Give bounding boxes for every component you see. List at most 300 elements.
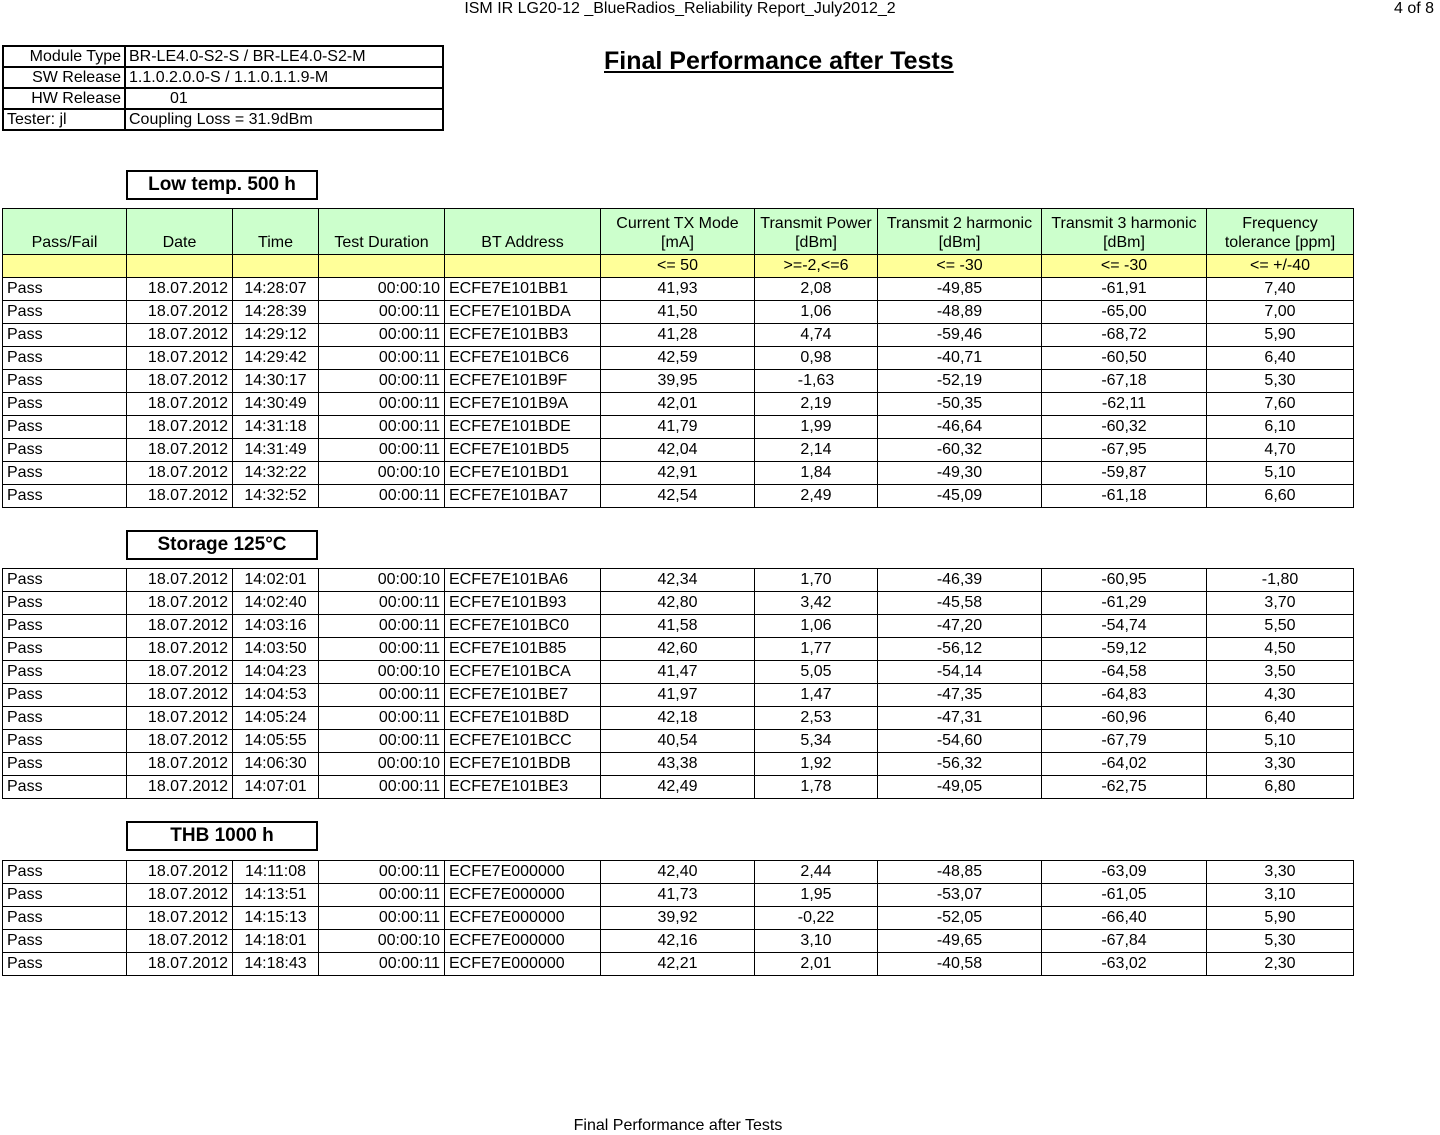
transmit-power-cell: 1,06: [755, 301, 878, 324]
current-tx-cell: 41,47: [601, 661, 755, 684]
pass-fail-cell: Pass: [3, 753, 127, 776]
hw-release-value: 01: [125, 88, 443, 109]
current-tx-cell: 42,91: [601, 462, 755, 485]
harmonic-3-cell: -67,95: [1042, 439, 1207, 462]
transmit-power-cell: -0,22: [755, 907, 878, 930]
bt-address-cell: ECFE7E101BC0: [445, 615, 601, 638]
col-header-test-duration: Test Duration: [319, 209, 445, 255]
harmonic-2-cell: -47,35: [878, 684, 1042, 707]
time-cell: 14:11:08: [233, 861, 319, 884]
pass-fail-cell: Pass: [3, 907, 127, 930]
current-tx-cell: 39,95: [601, 370, 755, 393]
date-cell: 18.07.2012: [127, 347, 233, 370]
tester-row: [3, 109, 443, 130]
test-duration-cell: 00:00:11: [319, 861, 445, 884]
time-cell: 14:04:23: [233, 661, 319, 684]
time-cell: 14:04:53: [233, 684, 319, 707]
freq-tolerance-cell: 3,70: [1207, 592, 1354, 615]
bt-address-cell: ECFE7E000000: [445, 907, 601, 930]
harmonic-3-cell: -60,50: [1042, 347, 1207, 370]
transmit-power-cell: 1,77: [755, 638, 878, 661]
freq-tolerance-cell: 5,50: [1207, 615, 1354, 638]
bt-address-cell: ECFE7E000000: [445, 930, 601, 953]
pass-fail-cell: Pass: [3, 301, 127, 324]
freq-tolerance-cell: -1,80: [1207, 569, 1354, 592]
bt-address-cell: ECFE7E101BA7: [445, 485, 601, 508]
harmonic-2-cell: -56,32: [878, 753, 1042, 776]
bt-address-cell: ECFE7E101BA6: [445, 569, 601, 592]
table-row: [3, 324, 1354, 347]
test-duration-cell: 00:00:10: [319, 753, 445, 776]
test-duration-cell: 00:00:11: [319, 684, 445, 707]
col-header-date: Date: [127, 209, 233, 255]
page-footer: Final Performance after Tests: [573, 1117, 783, 1134]
time-cell: 14:15:13: [233, 907, 319, 930]
harmonic-3-cell: -62,11: [1042, 393, 1207, 416]
bt-address-cell: ECFE7E101BD1: [445, 462, 601, 485]
harmonic-2-cell: -50,35: [878, 393, 1042, 416]
harmonic-2-cell: -46,64: [878, 416, 1042, 439]
date-cell: 18.07.2012: [127, 638, 233, 661]
current-tx-cell: 39,92: [601, 907, 755, 930]
transmit-power-cell: -1,63: [755, 370, 878, 393]
harmonic-3-cell: -66,40: [1042, 907, 1207, 930]
pass-fail-cell: Pass: [3, 485, 127, 508]
limit-freq-tolerance: <= +/-40: [1207, 255, 1354, 278]
pass-fail-cell: Pass: [3, 370, 127, 393]
time-cell: 14:28:39: [233, 301, 319, 324]
date-cell: 18.07.2012: [127, 930, 233, 953]
test-duration-cell: 00:00:11: [319, 907, 445, 930]
current-tx-cell: 40,54: [601, 730, 755, 753]
test-duration-cell: 00:00:11: [319, 347, 445, 370]
table-row: [3, 439, 1354, 462]
harmonic-3-cell: -63,09: [1042, 861, 1207, 884]
transmit-power-cell: 1,95: [755, 884, 878, 907]
harmonic-2-cell: -49,85: [878, 278, 1042, 301]
freq-tolerance-cell: 3,30: [1207, 861, 1354, 884]
time-cell: 14:03:16: [233, 615, 319, 638]
transmit-power-cell: 3,10: [755, 930, 878, 953]
harmonic-3-cell: -54,74: [1042, 615, 1207, 638]
freq-tolerance-cell: 3,50: [1207, 661, 1354, 684]
table-row: [3, 776, 1354, 799]
freq-tolerance-cell: 6,10: [1207, 416, 1354, 439]
harmonic-3-cell: -65,00: [1042, 301, 1207, 324]
transmit-power-cell: 3,42: [755, 592, 878, 615]
date-cell: 18.07.2012: [127, 416, 233, 439]
col-header-bt-address: BT Address: [445, 209, 601, 255]
section-label-thb: THB 1000 h: [126, 821, 318, 851]
time-cell: 14:13:51: [233, 884, 319, 907]
pass-fail-cell: Pass: [3, 776, 127, 799]
table-row: [3, 393, 1354, 416]
pass-fail-cell: Pass: [3, 347, 127, 370]
time-cell: 14:07:01: [233, 776, 319, 799]
pass-fail-cell: Pass: [3, 730, 127, 753]
table-row: [3, 370, 1354, 393]
freq-tolerance-cell: 5,30: [1207, 370, 1354, 393]
limit-transmit-power: >=-2,<=6: [755, 255, 878, 278]
harmonic-2-cell: -54,14: [878, 661, 1042, 684]
transmit-power-cell: 0,98: [755, 347, 878, 370]
freq-tolerance-cell: 6,60: [1207, 485, 1354, 508]
harmonic-3-cell: -60,96: [1042, 707, 1207, 730]
freq-tolerance-cell: 3,30: [1207, 753, 1354, 776]
transmit-power-cell: 2,14: [755, 439, 878, 462]
limit-cell: [233, 255, 319, 278]
harmonic-3-cell: -63,02: [1042, 953, 1207, 976]
pass-fail-cell: Pass: [3, 953, 127, 976]
bt-address-cell: ECFE7E000000: [445, 884, 601, 907]
table-row: [3, 730, 1354, 753]
date-cell: 18.07.2012: [127, 907, 233, 930]
limits-row: [3, 255, 1354, 278]
current-tx-cell: 42,16: [601, 930, 755, 953]
transmit-power-cell: 2,19: [755, 393, 878, 416]
page-title: Final Performance after Tests: [604, 47, 954, 75]
bt-address-cell: ECFE7E101B9A: [445, 393, 601, 416]
transmit-power-cell: 2,53: [755, 707, 878, 730]
test-duration-cell: 00:00:11: [319, 592, 445, 615]
transmit-power-cell: 1,06: [755, 615, 878, 638]
harmonic-2-cell: -48,89: [878, 301, 1042, 324]
col-header-pass-fail: Pass/Fail: [3, 209, 127, 255]
current-tx-cell: 42,60: [601, 638, 755, 661]
bt-address-cell: ECFE7E101BCA: [445, 661, 601, 684]
table-row: [3, 638, 1354, 661]
document-title: ISM IR LG20-12 _BlueRadios_Reliability Report_July2012_2: [464, 0, 896, 17]
limit-cell: [3, 255, 127, 278]
bt-address-cell: ECFE7E101B93: [445, 592, 601, 615]
transmit-power-cell: 2,01: [755, 953, 878, 976]
table-row: [3, 485, 1354, 508]
harmonic-2-cell: -52,19: [878, 370, 1042, 393]
harmonic-3-cell: -67,18: [1042, 370, 1207, 393]
results-table-low-temp: [2, 208, 1354, 508]
test-duration-cell: 00:00:10: [319, 661, 445, 684]
harmonic-3-cell: -59,12: [1042, 638, 1207, 661]
pass-fail-cell: Pass: [3, 615, 127, 638]
date-cell: 18.07.2012: [127, 462, 233, 485]
test-duration-cell: 00:00:11: [319, 776, 445, 799]
time-cell: 14:28:07: [233, 278, 319, 301]
table-row: [3, 753, 1354, 776]
date-cell: 18.07.2012: [127, 278, 233, 301]
pass-fail-cell: Pass: [3, 439, 127, 462]
table-row: [3, 592, 1354, 615]
table-row: [3, 661, 1354, 684]
limit-current-tx: <= 50: [601, 255, 755, 278]
freq-tolerance-cell: 7,60: [1207, 393, 1354, 416]
harmonic-2-cell: -49,05: [878, 776, 1042, 799]
col-header-current-tx: Current TX Mode [mA]: [601, 209, 755, 255]
transmit-power-cell: 1,70: [755, 569, 878, 592]
freq-tolerance-cell: 5,90: [1207, 907, 1354, 930]
bt-address-cell: ECFE7E101B8D: [445, 707, 601, 730]
harmonic-3-cell: -67,84: [1042, 930, 1207, 953]
col-header-freq-tolerance: Frequency tolerance [ppm]: [1207, 209, 1354, 255]
harmonic-2-cell: -49,30: [878, 462, 1042, 485]
pass-fail-cell: Pass: [3, 462, 127, 485]
date-cell: 18.07.2012: [127, 569, 233, 592]
limit-3rd-harmonic: <= -30: [1042, 255, 1207, 278]
sw-release-label: SW Release: [3, 67, 125, 88]
bt-address-cell: ECFE7E101B9F: [445, 370, 601, 393]
current-tx-cell: 41,79: [601, 416, 755, 439]
freq-tolerance-cell: 6,40: [1207, 347, 1354, 370]
harmonic-3-cell: -68,72: [1042, 324, 1207, 347]
test-duration-cell: 00:00:10: [319, 278, 445, 301]
time-cell: 14:29:12: [233, 324, 319, 347]
harmonic-2-cell: -53,07: [878, 884, 1042, 907]
current-tx-cell: 43,38: [601, 753, 755, 776]
harmonic-2-cell: -46,39: [878, 569, 1042, 592]
test-duration-cell: 00:00:11: [319, 730, 445, 753]
test-duration-cell: 00:00:10: [319, 462, 445, 485]
pass-fail-cell: Pass: [3, 638, 127, 661]
test-duration-cell: 00:00:10: [319, 569, 445, 592]
freq-tolerance-cell: 5,30: [1207, 930, 1354, 953]
transmit-power-cell: 2,44: [755, 861, 878, 884]
date-cell: 18.07.2012: [127, 439, 233, 462]
limit-cell: [127, 255, 233, 278]
date-cell: 18.07.2012: [127, 884, 233, 907]
transmit-power-cell: 5,05: [755, 661, 878, 684]
date-cell: 18.07.2012: [127, 753, 233, 776]
bt-address-cell: ECFE7E101BDA: [445, 301, 601, 324]
current-tx-cell: 42,54: [601, 485, 755, 508]
results-table-thb: [2, 860, 1354, 976]
pass-fail-cell: Pass: [3, 707, 127, 730]
harmonic-3-cell: -59,87: [1042, 462, 1207, 485]
time-cell: 14:31:49: [233, 439, 319, 462]
time-cell: 14:32:22: [233, 462, 319, 485]
table-row: [3, 347, 1354, 370]
date-cell: 18.07.2012: [127, 393, 233, 416]
page-number: 4 of 8: [1393, 0, 1434, 17]
time-cell: 14:05:24: [233, 707, 319, 730]
harmonic-2-cell: -47,20: [878, 615, 1042, 638]
limit-2nd-harmonic: <= -30: [878, 255, 1042, 278]
harmonic-2-cell: -49,65: [878, 930, 1042, 953]
harmonic-3-cell: -64,58: [1042, 661, 1207, 684]
test-duration-cell: 00:00:11: [319, 884, 445, 907]
pass-fail-cell: Pass: [3, 393, 127, 416]
freq-tolerance-cell: 7,40: [1207, 278, 1354, 301]
freq-tolerance-cell: 5,90: [1207, 324, 1354, 347]
sw-release-row: [3, 67, 443, 88]
pass-fail-cell: Pass: [3, 884, 127, 907]
date-cell: 18.07.2012: [127, 730, 233, 753]
coupling-loss-value: Coupling Loss = 31.9dBm: [125, 109, 443, 130]
current-tx-cell: 42,59: [601, 347, 755, 370]
test-duration-cell: 00:00:11: [319, 615, 445, 638]
limit-cell: [319, 255, 445, 278]
date-cell: 18.07.2012: [127, 324, 233, 347]
date-cell: 18.07.2012: [127, 684, 233, 707]
harmonic-2-cell: -45,58: [878, 592, 1042, 615]
harmonic-3-cell: -61,29: [1042, 592, 1207, 615]
transmit-power-cell: 2,08: [755, 278, 878, 301]
time-cell: 14:30:49: [233, 393, 319, 416]
harmonic-3-cell: -60,95: [1042, 569, 1207, 592]
test-duration-cell: 00:00:11: [319, 638, 445, 661]
date-cell: 18.07.2012: [127, 592, 233, 615]
transmit-power-cell: 5,34: [755, 730, 878, 753]
pass-fail-cell: Pass: [3, 684, 127, 707]
transmit-power-cell: 1,78: [755, 776, 878, 799]
date-cell: 18.07.2012: [127, 661, 233, 684]
bt-address-cell: ECFE7E101BB1: [445, 278, 601, 301]
table-row: [3, 930, 1354, 953]
current-tx-cell: 42,01: [601, 393, 755, 416]
test-duration-cell: 00:00:11: [319, 301, 445, 324]
harmonic-3-cell: -61,05: [1042, 884, 1207, 907]
table-row: [3, 953, 1354, 976]
bt-address-cell: ECFE7E101B85: [445, 638, 601, 661]
pass-fail-cell: Pass: [3, 324, 127, 347]
table-row: [3, 301, 1354, 324]
time-cell: 14:18:43: [233, 953, 319, 976]
harmonic-2-cell: -45,09: [878, 485, 1042, 508]
test-duration-cell: 00:00:11: [319, 370, 445, 393]
time-cell: 14:02:40: [233, 592, 319, 615]
time-cell: 14:03:50: [233, 638, 319, 661]
current-tx-cell: 41,58: [601, 615, 755, 638]
freq-tolerance-cell: 5,10: [1207, 730, 1354, 753]
section-label-low-temp: Low temp. 500 h: [126, 170, 318, 200]
current-tx-cell: 42,04: [601, 439, 755, 462]
table-row: [3, 884, 1354, 907]
col-header-2nd-harmonic: Transmit 2 harmonic [dBm]: [878, 209, 1042, 255]
date-cell: 18.07.2012: [127, 370, 233, 393]
bt-address-cell: ECFE7E101BB3: [445, 324, 601, 347]
table-row: [3, 907, 1354, 930]
harmonic-3-cell: -61,18: [1042, 485, 1207, 508]
date-cell: 18.07.2012: [127, 953, 233, 976]
harmonic-2-cell: -48,85: [878, 861, 1042, 884]
transmit-power-cell: 1,92: [755, 753, 878, 776]
table-row: [3, 684, 1354, 707]
current-tx-cell: 42,40: [601, 861, 755, 884]
freq-tolerance-cell: 6,80: [1207, 776, 1354, 799]
current-tx-cell: 42,21: [601, 953, 755, 976]
freq-tolerance-cell: 6,40: [1207, 707, 1354, 730]
current-tx-cell: 41,28: [601, 324, 755, 347]
harmonic-2-cell: -52,05: [878, 907, 1042, 930]
test-duration-cell: 00:00:10: [319, 930, 445, 953]
results-table-storage: [2, 568, 1354, 799]
harmonic-2-cell: -40,71: [878, 347, 1042, 370]
hw-release-label: HW Release: [3, 88, 125, 109]
hw-release-row: [3, 88, 443, 109]
time-cell: 14:02:01: [233, 569, 319, 592]
transmit-power-cell: 1,84: [755, 462, 878, 485]
time-cell: 14:31:18: [233, 416, 319, 439]
date-cell: 18.07.2012: [127, 301, 233, 324]
freq-tolerance-cell: 4,70: [1207, 439, 1354, 462]
current-tx-cell: 42,18: [601, 707, 755, 730]
harmonic-3-cell: -61,91: [1042, 278, 1207, 301]
test-duration-cell: 00:00:11: [319, 416, 445, 439]
section-label-storage: Storage 125°C: [126, 530, 318, 560]
bt-address-cell: ECFE7E101BD5: [445, 439, 601, 462]
bt-address-cell: ECFE7E000000: [445, 953, 601, 976]
harmonic-2-cell: -59,46: [878, 324, 1042, 347]
test-duration-cell: 00:00:11: [319, 393, 445, 416]
bt-address-cell: ECFE7E101BDB: [445, 753, 601, 776]
current-tx-cell: 42,80: [601, 592, 755, 615]
time-cell: 14:06:30: [233, 753, 319, 776]
date-cell: 18.07.2012: [127, 707, 233, 730]
sw-release-value: 1.1.0.2.0.0-S / 1.1.0.1.1.9-M: [125, 67, 443, 88]
pass-fail-cell: Pass: [3, 661, 127, 684]
table-row: [3, 707, 1354, 730]
module-type-value: BR-LE4.0-S2-S / BR-LE4.0-S2-M: [125, 46, 443, 67]
module-type-label: Module Type: [3, 46, 125, 67]
test-duration-cell: 00:00:11: [319, 324, 445, 347]
test-duration-cell: 00:00:11: [319, 707, 445, 730]
pass-fail-cell: Pass: [3, 930, 127, 953]
bt-address-cell: ECFE7E101BC6: [445, 347, 601, 370]
freq-tolerance-cell: 7,00: [1207, 301, 1354, 324]
date-cell: 18.07.2012: [127, 615, 233, 638]
bt-address-cell: ECFE7E101BE7: [445, 684, 601, 707]
date-cell: 18.07.2012: [127, 861, 233, 884]
transmit-power-cell: 2,49: [755, 485, 878, 508]
transmit-power-cell: 1,47: [755, 684, 878, 707]
bt-address-cell: ECFE7E101BE3: [445, 776, 601, 799]
test-duration-cell: 00:00:11: [319, 439, 445, 462]
harmonic-2-cell: -60,32: [878, 439, 1042, 462]
harmonic-3-cell: -64,02: [1042, 753, 1207, 776]
transmit-power-cell: 4,74: [755, 324, 878, 347]
col-header-time: Time: [233, 209, 319, 255]
table-row: [3, 615, 1354, 638]
table-row: [3, 416, 1354, 439]
col-header-transmit-power: Transmit Power [dBm]: [755, 209, 878, 255]
freq-tolerance-cell: 2,30: [1207, 953, 1354, 976]
freq-tolerance-cell: 4,30: [1207, 684, 1354, 707]
table-row: [3, 569, 1354, 592]
pass-fail-cell: Pass: [3, 416, 127, 439]
test-duration-cell: 00:00:11: [319, 485, 445, 508]
harmonic-3-cell: -67,79: [1042, 730, 1207, 753]
current-tx-cell: 41,50: [601, 301, 755, 324]
tester-label: Tester: jl: [3, 109, 125, 130]
current-tx-cell: 42,34: [601, 569, 755, 592]
module-info-table: [2, 45, 444, 131]
pass-fail-cell: Pass: [3, 861, 127, 884]
time-cell: 14:18:01: [233, 930, 319, 953]
pass-fail-cell: Pass: [3, 592, 127, 615]
current-tx-cell: 41,97: [601, 684, 755, 707]
pass-fail-cell: Pass: [3, 569, 127, 592]
harmonic-2-cell: -54,60: [878, 730, 1042, 753]
limit-cell: [445, 255, 601, 278]
freq-tolerance-cell: 4,50: [1207, 638, 1354, 661]
harmonic-2-cell: -40,58: [878, 953, 1042, 976]
bt-address-cell: ECFE7E101BDE: [445, 416, 601, 439]
test-duration-cell: 00:00:11: [319, 953, 445, 976]
pass-fail-cell: Pass: [3, 278, 127, 301]
harmonic-3-cell: -60,32: [1042, 416, 1207, 439]
table-row: [3, 278, 1354, 301]
current-tx-cell: 42,49: [601, 776, 755, 799]
date-cell: 18.07.2012: [127, 776, 233, 799]
bt-address-cell: ECFE7E000000: [445, 861, 601, 884]
